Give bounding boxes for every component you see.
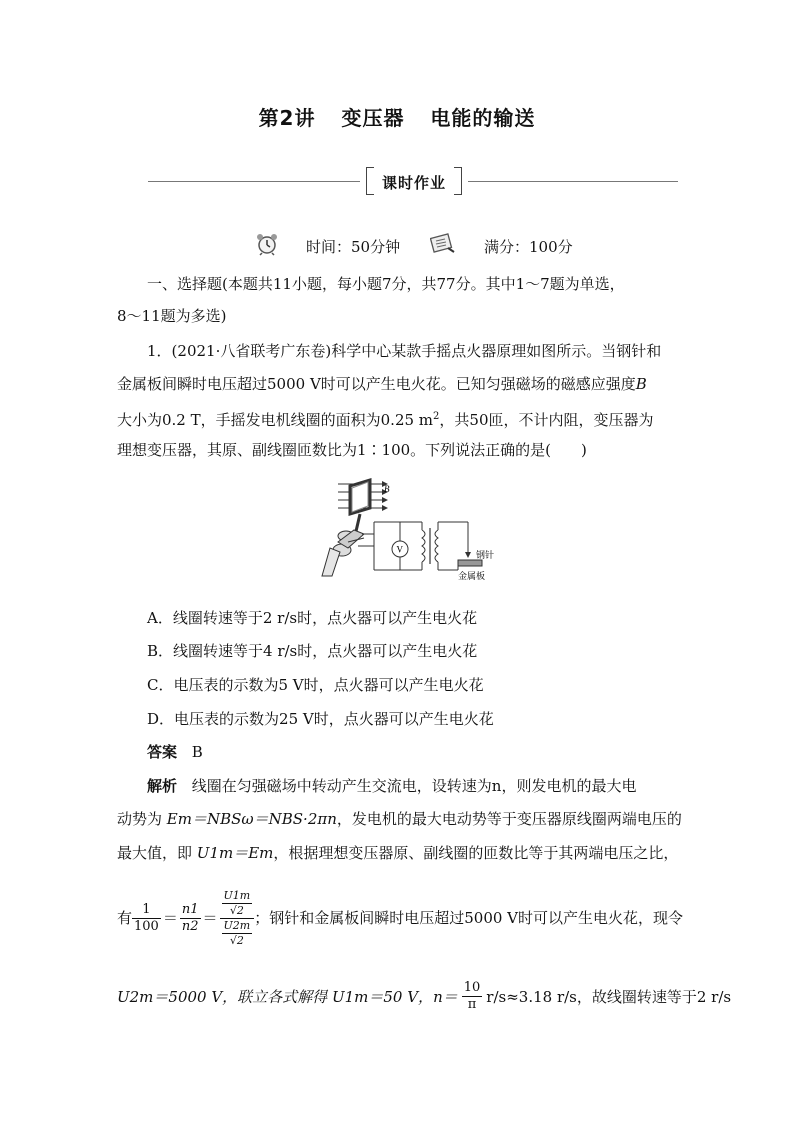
option-a: A．线圈转速等于2 r/s时，点火器可以产生电火花: [147, 609, 478, 627]
topic-transformer: 变压器: [341, 106, 405, 130]
needle-label: 钢针: [476, 551, 495, 561]
exam-paper-icon: [430, 232, 456, 254]
igniter-diagram: [318, 478, 498, 586]
homework-banner: [366, 167, 462, 195]
voltmeter-label: V: [396, 544, 403, 555]
emf-formula: Em＝NBSω＝NBS·2πn: [166, 810, 337, 828]
analysis-line-2: 动势为 Em＝NBSω＝NBS·2πn，发电机的最大电动势等于变压器原线圈两端电压的: [117, 810, 682, 828]
option-d: D．电压表的示数为25 V时，点火器可以产生电火花: [147, 710, 494, 728]
section-header-cont: 8～11题为多选): [117, 307, 227, 325]
analysis-label: 解析: [147, 777, 178, 795]
section-header: 一、选择题(本题共11小题，每小题7分，共77分。其中1～7题为单选，: [147, 275, 625, 293]
divider-left: [148, 181, 360, 182]
option-b: B．线圈转速等于4 r/s时，点火器可以产生电火花: [147, 642, 478, 660]
answer-value: B: [191, 743, 203, 761]
field-label-b: B: [384, 484, 390, 494]
ratio-fraction-3: $\frac{\frac{U1m}{√2}}{\frac{U2m}{√2}}$: [220, 889, 255, 948]
question-1-line-4: 理想变压器，其原、副线圈匝数比为1∶100。下列说法正确的是( ): [117, 441, 587, 459]
ratio-fraction-1: $\frac{1}{100}$: [134, 901, 159, 934]
option-c: C．电压表的示数为5 V时，点火器可以产生电火花: [147, 676, 484, 694]
plate-label: 金属板: [458, 572, 486, 582]
voltage-formula: U1m＝Em: [196, 844, 274, 862]
divider-right: [468, 181, 678, 182]
speed-fraction: $\frac{10}{\pi}$: [463, 980, 481, 1012]
alarm-clock-icon: [255, 232, 279, 256]
question-1-line-2: 金属板间瞬时电压超过5000 V时可以产生电火花。已知匀强磁场的磁感应强度B: [117, 375, 647, 393]
question-1-line-3: 大小为0.2 T，手摇发电机线圈的面积为0.25 $m^2$，共50匝，不计内阻，变压器为: [117, 411, 654, 429]
topic-transmission: 电能的输送: [430, 106, 536, 130]
lecture-number: 第2讲: [258, 106, 316, 130]
answer-label: 答案: [147, 743, 178, 761]
page-title: [0, 102, 794, 131]
analysis-line-4: 有 $\frac{1}{100}$ ＝ $\frac{n1}{n2}$ ＝ $\frac{\frac{U1m}{√2}}{\frac{U2m}{√2}}$ ；钢针和金属板间瞬时电压超过5000 V时可以产生电火花，现令: [117, 888, 684, 947]
analysis-line-3: 最大值，即 U1m＝Em，根据理想变压器原、副线圈的匝数比等于其两端电压之比，: [117, 844, 679, 862]
analysis-line-1: 解析 线圈在匀强磁场中转动产生交流电，设转速为n，则发电机的最大电: [147, 777, 637, 795]
time-limit: 时间：50分钟: [306, 238, 401, 256]
question-1-line-1: 1．(2021·八省联考广东卷)科学中心某款手摇点火器原理如图所示。当钢针和: [147, 342, 662, 360]
banner-label: 课时作业: [381, 174, 446, 192]
full-score: 满分：100分: [484, 238, 573, 256]
answer-line: [147, 742, 203, 762]
ratio-fraction-2: $\frac{n1}{n2}$: [181, 901, 199, 934]
analysis-line-5: U2m＝5000 V，联立各式解得 U1m＝50 V， n＝ $\frac{10}{\pi}$ r/s≈3.18 r/s，故线圈转速等于2 r/s: [117, 980, 732, 1012]
